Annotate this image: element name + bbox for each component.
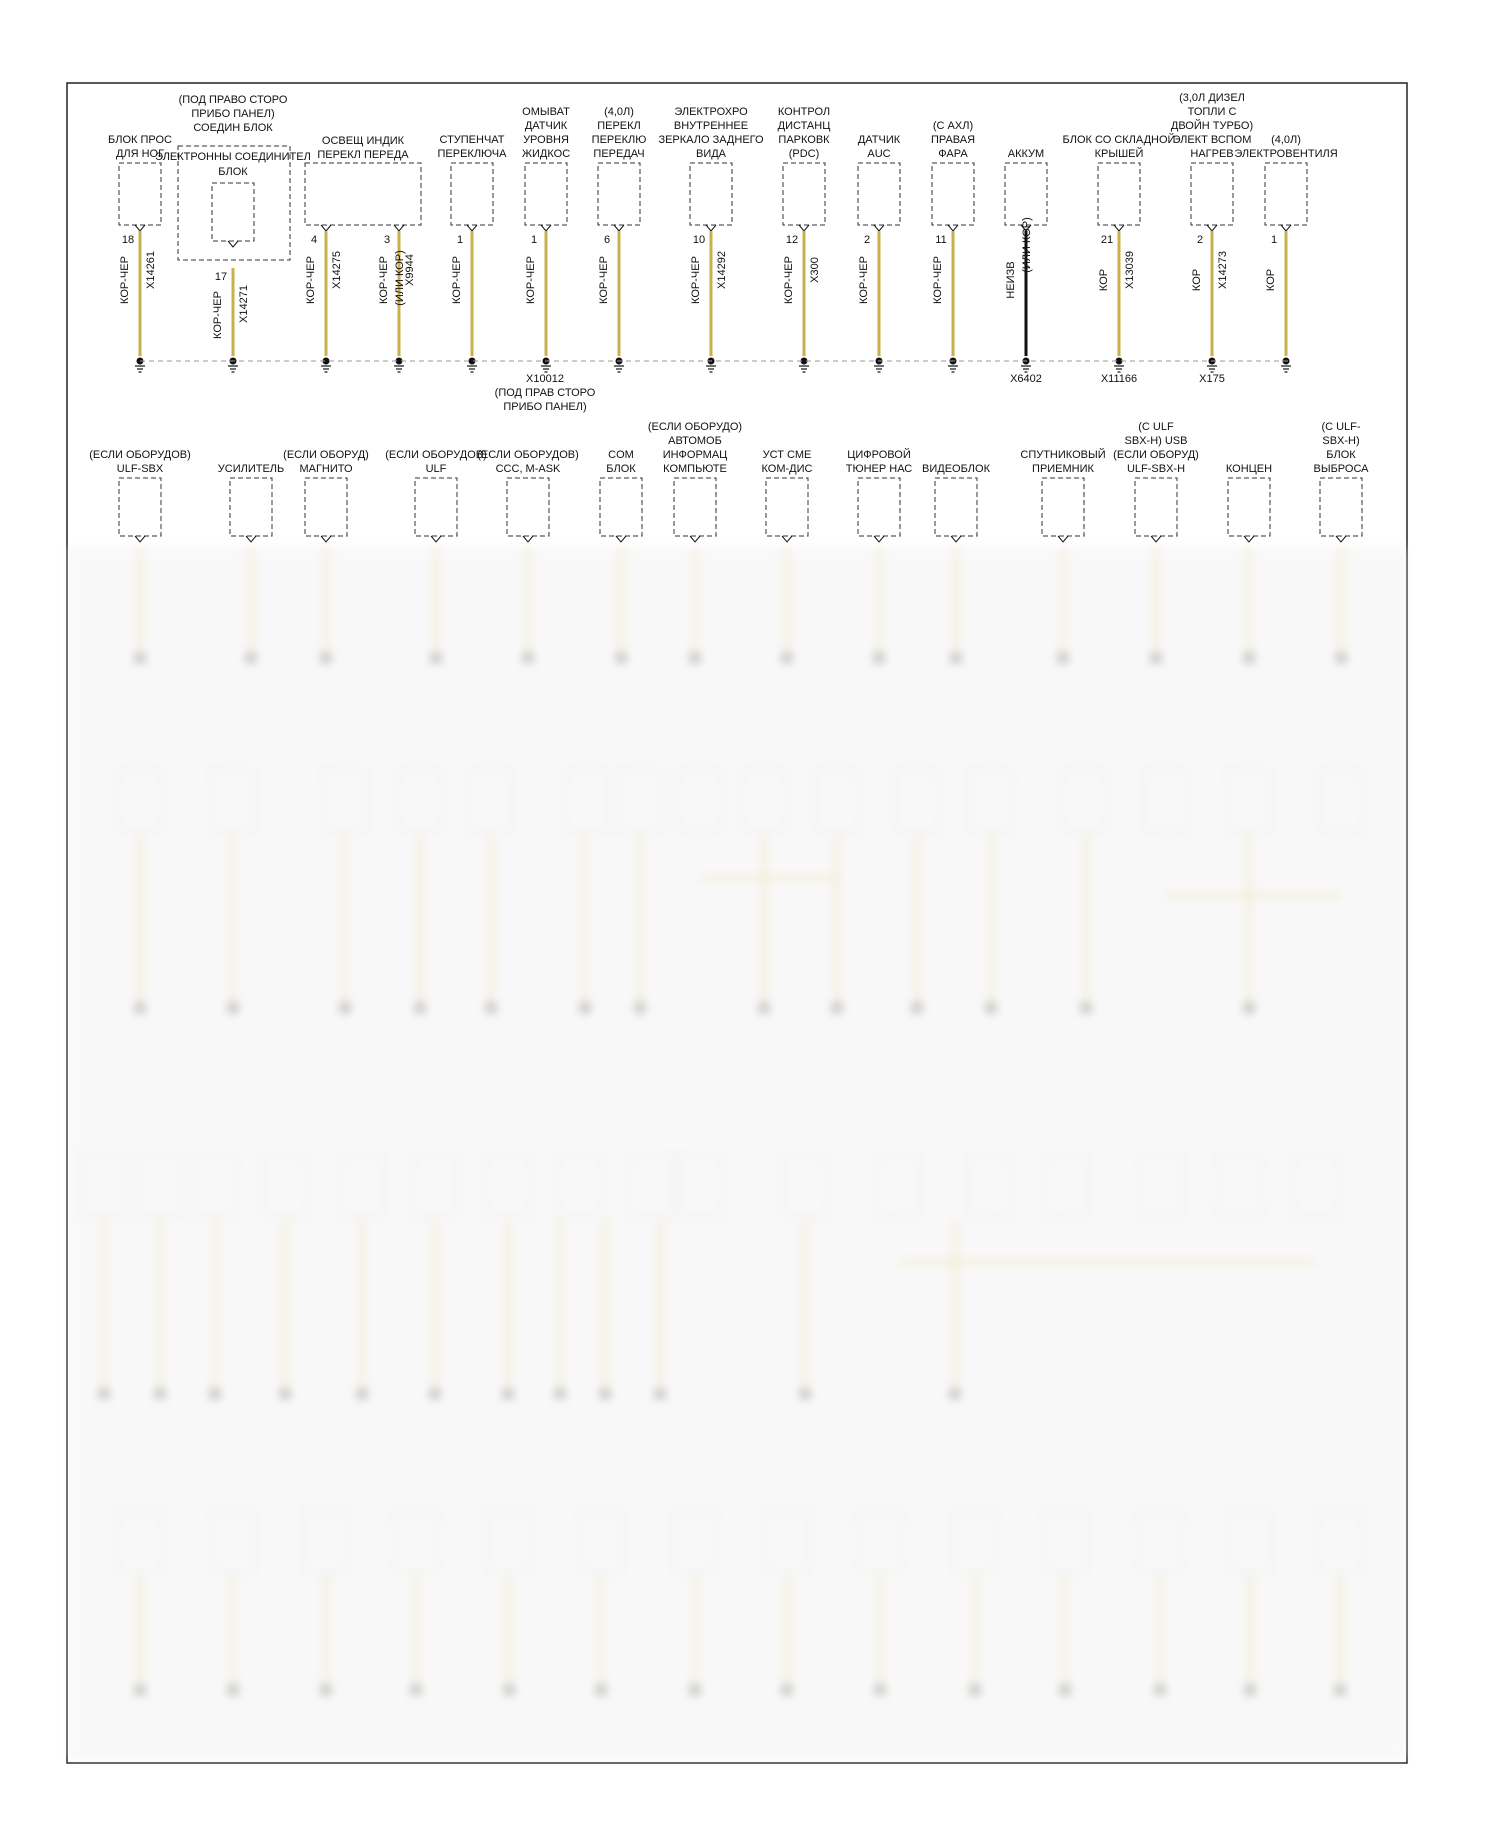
component-label: УСТ СМЕ — [762, 449, 812, 461]
component-label: SBX-H) USB — [1124, 435, 1188, 447]
wire-color-label: КОР-ЧЕР — [525, 256, 537, 304]
component-label: ТЮНЕР НАС — [845, 463, 913, 475]
row1-component-10 — [931, 120, 975, 372]
component-label: (ЕСЛИ ОБОРУДОВ) — [89, 449, 191, 461]
component-label: УСИЛИТЕЛЬ — [217, 463, 285, 475]
component-box — [230, 478, 272, 536]
component-label: ДАТЧИК — [857, 134, 901, 146]
connector-block-outline — [178, 146, 290, 260]
component-box — [858, 478, 900, 536]
component-label: СОЕДИН БЛОК — [193, 122, 273, 134]
component-label: КОМПЬЮТЕ — [663, 463, 727, 475]
row2-component-5 — [600, 449, 642, 542]
ground-symbol — [467, 358, 477, 373]
pin-icon — [782, 536, 792, 542]
component-label: ФАРА — [938, 148, 968, 160]
wire-color-label: КОР-ЧЕР — [378, 256, 390, 304]
pin-number: 21 — [1100, 234, 1114, 246]
wire-color-label: КОР-ЧЕР — [305, 256, 317, 304]
ground-symbol — [1281, 358, 1291, 373]
row1-component-1 — [155, 94, 311, 372]
pin-icon — [948, 225, 958, 231]
pin-icon — [467, 225, 477, 231]
pin-icon — [1114, 225, 1124, 231]
ground-x6402-label: X6402 — [1010, 373, 1042, 385]
component-label: КОНЦЕН — [1225, 463, 1273, 475]
blurred-lower-diagram — [70, 548, 1405, 1758]
pin-icon — [228, 241, 238, 247]
row2-component-7 — [762, 449, 813, 542]
wire-color-label: КОР-ЧЕР — [858, 256, 870, 304]
component-label: УРОВНЯ — [523, 134, 569, 146]
pin-icon — [1058, 536, 1068, 542]
row2-component-1 — [218, 463, 284, 542]
component-box — [1005, 163, 1047, 225]
component-label: СПУТНИКОВЫЙ — [1020, 449, 1106, 461]
pin-icon — [799, 225, 809, 231]
component-label: ТОПЛИ С — [1187, 106, 1237, 118]
component-box — [935, 478, 977, 536]
pin-number: 4 — [310, 234, 318, 246]
component-label: ВИДА — [695, 148, 727, 160]
component-label: COM — [608, 449, 634, 461]
component-label: ПРИЕМНИК — [1032, 463, 1094, 475]
component-label: ПЕРЕКЛЮЧА — [437, 148, 507, 160]
ground-x11166-label: X11166 — [1100, 373, 1138, 385]
component-box — [415, 478, 457, 536]
component-label: НАГРЕВ — [1190, 148, 1234, 160]
component-label: ОСВЕЩ ИНДИК — [321, 135, 405, 147]
component-label: (ЕСЛИ ОБОРУД) — [283, 449, 369, 461]
pin-number: 1 — [456, 234, 464, 246]
component-label: (4,0Л) — [604, 106, 634, 118]
pin-icon — [394, 225, 404, 231]
component-box — [305, 478, 347, 536]
component-label: (С ULF — [1138, 421, 1174, 433]
pin-icon — [1151, 536, 1161, 542]
ground-symbol — [874, 358, 884, 373]
pin-number: 12 — [785, 234, 799, 246]
component-label: ПРАВАЯ — [930, 134, 976, 146]
pin-icon — [246, 536, 256, 542]
pin-icon — [135, 225, 145, 231]
wire-color-label: КОР — [1265, 268, 1277, 292]
row1-component-14 — [1234, 134, 1337, 372]
component-label: ПАРКОВК — [778, 134, 830, 146]
component-label: ЖИДКОС — [521, 148, 571, 160]
component-label: ПЕРЕКЛ ПЕРЕДА — [317, 149, 409, 161]
wire-color-label: КОР-ЧЕР — [932, 256, 944, 304]
pin-icon — [1336, 536, 1346, 542]
row2-component-0 — [89, 449, 191, 542]
row1-component-12 — [1063, 133, 1176, 372]
component-label: БЛОК ПРОС — [108, 134, 172, 146]
component-box — [1265, 163, 1307, 225]
component-label: ЭЛЕКТРОХРО — [674, 106, 748, 118]
ground-symbol — [1114, 358, 1124, 373]
component-box — [1098, 163, 1140, 225]
component-label: ВЫБРОСА — [1313, 463, 1369, 475]
row1-component-0 — [108, 134, 172, 372]
row2-component-9 — [922, 463, 991, 542]
pin-icon — [1244, 536, 1254, 542]
pin-icon — [874, 536, 884, 542]
component-label: ПЕРЕКЛ — [597, 120, 641, 132]
component-label: КОНТРОЛ — [777, 106, 831, 118]
pin-icon — [951, 536, 961, 542]
ground-symbol — [1021, 358, 1031, 373]
wire-color-alt-label: (ИЛИ КОР) — [1021, 217, 1033, 273]
component-label: ULF — [425, 463, 447, 475]
row2-component-8 — [846, 448, 913, 542]
row1-component-9 — [858, 134, 901, 372]
row2-component-10 — [1020, 448, 1105, 542]
pin-icon — [321, 225, 331, 231]
row1-component-7 — [658, 106, 764, 372]
row2-component-2 — [283, 449, 369, 542]
component-box — [598, 163, 640, 225]
row1-component-11 — [1005, 148, 1047, 372]
row1-ground-circuit — [108, 92, 1338, 372]
component-label: БЛОК — [1326, 449, 1356, 461]
ground-symbol — [228, 358, 238, 373]
row2-component-4 — [477, 449, 579, 542]
pin-icon — [614, 225, 624, 231]
component-label: (3,0Л ДИЗЕЛ — [1179, 92, 1245, 104]
wire-color-label: КОР-ЧЕР — [690, 256, 702, 304]
component-label: ПРИБО ПАНЕЛ) — [191, 108, 275, 120]
wire-color-alt-label: (ИЛИ КОР) — [394, 250, 406, 306]
component-label: (ЕСЛИ ОБОРУДОВ) — [385, 449, 487, 461]
component-label: (ЕСЛИ ОБОРУДОВ) — [477, 449, 579, 461]
connector-id: X14261 — [145, 251, 157, 289]
component-label: AUC — [867, 148, 891, 160]
ground-symbol — [135, 358, 145, 373]
component-label: ЭЛЕКТРОННЫ СОЕДИНИТЕЛ — [155, 151, 311, 163]
pin-icon — [1281, 225, 1291, 231]
ground-symbol — [948, 358, 958, 373]
pin-number: 6 — [603, 234, 611, 246]
component-box — [858, 163, 900, 225]
component-label: ВИДЕОБЛОК — [922, 463, 990, 475]
ground-symbol — [614, 358, 624, 373]
component-box — [1320, 478, 1362, 536]
row2-component-13 — [1314, 421, 1370, 542]
pin-icon — [616, 536, 626, 542]
connector-id: X14273 — [1217, 251, 1229, 289]
ground-x10012-location: (ПОД ПРАВ СТОРО — [494, 387, 596, 399]
component-label: (С АХЛ) — [932, 120, 974, 132]
component-box — [1191, 163, 1233, 225]
ground-x10012-location: ПРИБО ПАНЕЛ) — [503, 401, 587, 413]
row2-component-12 — [1226, 463, 1272, 542]
component-box — [690, 163, 732, 225]
pin-number: 17 — [214, 271, 228, 283]
ground-symbol — [706, 358, 716, 373]
component-label: (ЕСЛИ ОБОРУД) — [1113, 449, 1199, 461]
component-box — [783, 163, 825, 225]
row2-component-3 — [385, 449, 487, 542]
component-label: (PDC) — [788, 148, 820, 160]
component-label: ULF-SBX-H — [1126, 463, 1186, 475]
component-label: ДВОЙН ТУРБО) — [1170, 120, 1254, 132]
component-box — [932, 163, 974, 225]
ground-symbol — [1207, 358, 1217, 373]
row1-component-4 — [438, 134, 508, 372]
component-label: АВТОМОБ — [668, 435, 722, 447]
component-box — [451, 163, 493, 225]
component-label: ULF-SBX — [116, 463, 164, 475]
connector-id: X9944 — [404, 254, 416, 286]
component-label: АККУМ — [1007, 148, 1045, 160]
wire-color-label: НЕИЗВ — [1005, 261, 1017, 299]
pin-number: 18 — [121, 234, 135, 246]
pin-icon — [706, 225, 716, 231]
component-label: ПЕРЕКЛЮ — [591, 134, 647, 146]
pin-number: 1 — [530, 234, 538, 246]
component-label: ЭЛЕКТ ВСПОМ — [1172, 134, 1252, 146]
component-box — [1228, 478, 1270, 536]
component-label: ДАТЧИК — [524, 120, 568, 132]
pin-icon — [431, 536, 441, 542]
component-label: (4,0Л) — [1271, 134, 1301, 146]
pin-number: 10 — [692, 234, 706, 246]
component-box — [119, 478, 161, 536]
connector-id: X14275 — [331, 251, 343, 289]
pin-icon — [135, 536, 145, 542]
component-label: CCC, M-ASK — [495, 463, 561, 475]
wire-color-label: КОР-ЧЕР — [598, 256, 610, 304]
component-box — [766, 478, 808, 536]
component-label: БЛОК — [218, 166, 248, 178]
ground-x175-label: X175 — [1199, 373, 1225, 385]
row1-component-5 — [522, 106, 570, 372]
pin-icon — [690, 536, 700, 542]
component-label: ОМЫВАТ — [522, 106, 570, 118]
component-label: МАГНИТО — [299, 463, 353, 475]
component-label: КРЫШЕЙ — [1094, 148, 1144, 160]
ground-symbol — [394, 358, 404, 373]
component-box — [1135, 478, 1177, 536]
component-label: ДЛЯ НОГ — [115, 148, 165, 160]
row1-component-6 — [592, 106, 647, 372]
wire-color-label: КОР — [1098, 268, 1110, 292]
component-box — [119, 163, 161, 225]
pin-icon — [874, 225, 884, 231]
component-label: КОМ-ДИС — [761, 463, 813, 475]
component-label: SBX-H) — [1322, 435, 1360, 447]
component-label: (ПОД ПРАВО СТОРО — [178, 94, 288, 106]
component-label: (ЕСЛИ ОБОРУДО) — [647, 421, 743, 433]
wire-color-label: КОР-ЧЕР — [212, 291, 224, 339]
component-label: ПЕРЕДАЧ — [593, 148, 645, 160]
ground-x10012-label: X10012 — [526, 373, 564, 385]
connector-id: X14292 — [716, 251, 728, 289]
component-box — [1042, 478, 1084, 536]
pin-number: 3 — [383, 234, 391, 246]
ground-symbol — [799, 358, 809, 373]
component-label: ДИСТАНЦ — [777, 120, 831, 132]
ground-symbol — [321, 358, 331, 373]
pin-icon — [321, 536, 331, 542]
row1-component-13 — [1171, 92, 1253, 372]
wire-color-label: КОР-ЧЕР — [783, 256, 795, 304]
component-box — [212, 183, 254, 241]
pin-icon — [523, 536, 533, 542]
connector-id: X14271 — [238, 285, 250, 323]
component-label: ЭЛЕКТРОВЕНТИЛЯ — [1234, 148, 1338, 160]
pin-number: 2 — [1196, 234, 1204, 246]
component-label: ИНФОРМАЦ — [662, 449, 728, 461]
pin-icon — [1207, 225, 1217, 231]
component-label: ВНУТРЕННЕЕ — [673, 120, 749, 132]
row1-component-3 — [378, 225, 416, 372]
connector-id: X300 — [809, 257, 821, 283]
component-box — [674, 478, 716, 536]
connector-id: X13039 — [1124, 251, 1136, 289]
wire-color-label: КОР — [1191, 268, 1203, 292]
component-label: (С ULF- — [1321, 421, 1361, 433]
component-label: БЛОК — [606, 463, 636, 475]
pin-number: 2 — [863, 234, 871, 246]
row2-component-6 — [648, 421, 742, 542]
pin-number: 11 — [935, 234, 947, 246]
pin-number: 1 — [1270, 234, 1278, 246]
row2-audio-components — [89, 421, 1369, 542]
component-label: ЦИФРОВОЙ — [847, 449, 911, 461]
wire-color-label: КОР-ЧЕР — [451, 256, 463, 304]
component-box — [507, 478, 549, 536]
row1-component-8 — [778, 106, 831, 372]
component-label: БЛОК СО СКЛАДНОЙ — [1062, 134, 1176, 146]
component-label: СТУПЕНЧАТ — [439, 134, 505, 146]
component-label: ЗЕРКАЛО ЗАДНЕГО — [658, 134, 764, 146]
ground-symbol — [541, 358, 551, 373]
component-box — [305, 163, 421, 225]
pin-icon — [541, 225, 551, 231]
component-box — [600, 478, 642, 536]
row2-component-11 — [1113, 421, 1199, 542]
component-box — [525, 163, 567, 225]
wire-color-label: КОР-ЧЕР — [119, 256, 131, 304]
